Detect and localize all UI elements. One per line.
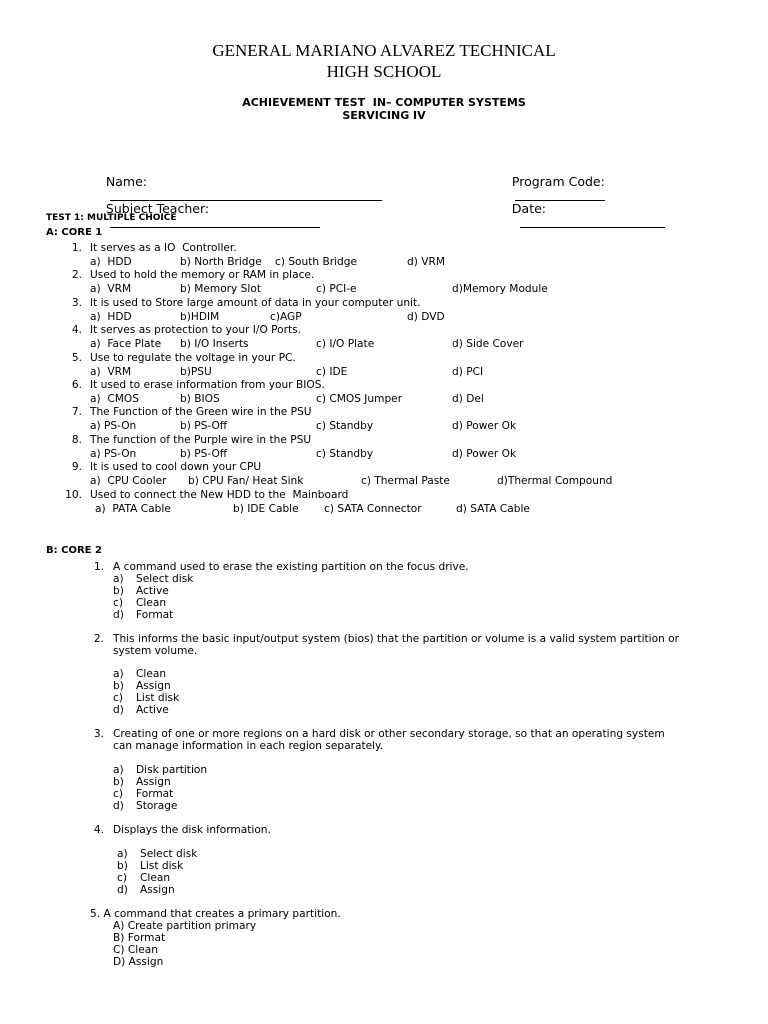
core2-q1-option-letter-a: a) [113,573,124,585]
core2-q3-option-letter-a: a) [113,764,124,776]
core1-q10-text: Used to connect the New HDD to the Mainboard [90,488,349,501]
core1-q4-text: It serves as protection to your I/O Ports. [90,324,302,337]
core2-q4-option-c: Clean [140,872,171,884]
core2-q5-option-d: D) Assign [113,956,164,968]
core2-q4-option-letter-d: d) [117,884,128,896]
core2-q2-text-line1: This informs the basic input/output system (bios) that the partition or volume is a valid system partition or [113,633,680,645]
core2-q2-option-c: List disk [136,692,180,704]
core1-q6-option-c: c) CMOS Jumper [316,393,403,405]
core2-q1-option-d: Format [136,609,174,621]
core1-q5-number: 5. [71,351,82,364]
core1-q1-option-c: c) South Bridge [275,256,358,268]
core2-heading: B: CORE 2 [46,545,102,556]
core1-q8-option-b: b) PS-Off [180,447,228,460]
core1-q7-option-b: b) PS-Off [180,420,228,433]
core1-q6-option-b: b) BIOS [180,393,220,405]
core2-q2-option-letter-d: d) [113,704,124,716]
test1-heading: TEST 1: MULTIPLE CHOICE [46,213,177,223]
core2-q1-number: 1. [93,561,104,573]
core1-q10-option-b: b) IDE Cable [233,502,299,515]
school-name-line2: HIGH SCHOOL [326,62,442,81]
core1-q5-option-a: a) VRM [90,365,132,378]
core1-q5-option-d: d) PCI [452,365,484,378]
core2-q3-text-line2: can manage information in each region separately. [113,740,384,752]
core1-q8-option-d: d) Power Ok [452,447,517,460]
core1-q6-option-d: d) Del [452,393,484,405]
core1-q6-option-a: a) CMOS [90,393,139,405]
core2-q2-number: 2. [93,633,104,645]
core1-q7-text: The Function of the Green wire in the PSU [90,406,312,419]
program-code-label: Program Code: [511,174,605,189]
core1-q7-option-d: d) Power Ok [452,420,517,433]
core2-q3-number: 3. [93,728,104,740]
core2-q1-option-letter-d: d) [113,609,124,621]
core1-q4-option-b: b) I/O Inserts [180,338,249,351]
core1-q8-number: 8. [71,433,82,446]
core1-q5-option-b: b)PSU [180,365,212,378]
date-label: Date: [511,201,546,216]
core1-q4-option-c: c) I/O Plate [316,338,375,351]
core2-q5-option-a: A) Create partition primary [113,920,257,932]
core1-q3-option-b: b)HDIM [180,310,220,323]
core2-q1-option-letter-c: c) [113,597,123,609]
core1-q3-number: 3. [71,296,82,309]
name-label: Name: [105,174,147,189]
core1-q2-option-d: d)Memory Module [452,283,548,296]
core2-q3-option-letter-b: b) [113,776,124,788]
core2-q1-option-a: Select disk [136,573,194,585]
core2-q4-option-letter-a: a) [117,848,128,860]
core2-q2-option-d: Active [136,704,169,716]
core1-q3-option-d: d) DVD [407,310,445,323]
core1-q8-text: The function of the Purple wire in the PSU [90,433,312,446]
core1-heading: A: CORE 1 [46,227,103,238]
core2-q4-option-d: Assign [140,884,175,896]
core1-q2-option-b: b) Memory Slot [180,283,261,296]
core2-q3-option-letter-c: c) [113,788,123,800]
core2-q4-option-a: Select disk [140,848,198,860]
core1-q2-number: 2. [71,269,82,282]
core2-q4-text: Displays the disk information. [113,824,271,836]
core2-q4-option-letter-c: c) [117,872,127,884]
core2-q5-option-c: C) Clean [113,944,158,956]
core1-q10-option-a: a) PATA Cable [95,502,171,515]
core1-q7-number: 7. [71,406,82,419]
core1-q4-number: 4. [71,324,82,337]
core2-q2-option-a: Clean [136,668,167,680]
core2-q3-option-a: Disk partition [136,764,208,776]
core2-q3-option-c: Format [136,788,174,800]
core1-q9-number: 9. [71,461,82,474]
core1-q10-option-c: c) SATA Connector [324,502,422,515]
core1-q9-option-b: b) CPU Fan/ Heat Sink [188,475,304,488]
core1-q2-option-c: c) PCI-e [316,283,357,296]
core2-q2-option-letter-a: a) [113,668,124,680]
core2-q5-option-b: B) Format [113,932,166,944]
core1-q9-option-d: d)Thermal Compound [497,475,613,488]
core1-q4-option-d: d) Side Cover [452,338,524,351]
core2-q2-option-letter-b: b) [113,680,124,692]
core2-q2-text-line2: system volume. [113,645,198,657]
date-blank-line[interactable] [520,216,665,228]
core2-q4-number: 4. [93,824,104,836]
core1-q10-number: 10. [65,488,82,501]
core1-q1-option-a: a) HDD [90,256,132,268]
core1-q2-text: Used to hold the memory or RAM in place. [90,269,315,282]
core1-q2-option-a: a) VRM [90,283,132,296]
core1-q8-option-c: c) Standby [316,447,374,460]
core2-q4-option-b: List disk [140,860,184,872]
core1-q9-option-c: c) Thermal Paste [361,475,450,488]
date-field [496,186,665,246]
core1-q3-option-c: c)AGP [270,310,302,323]
test-title-line1: ACHIEVEMENT TEST IN– COMPUTER SYSTEMS [242,96,526,109]
core2-q3-text-line1: Creating of one or more regions on a hard disk or other secondary storage, so that an operating system [113,728,665,740]
core1-q7-option-a: a) PS-On [90,420,137,433]
core1-q9-option-a: a) CPU Cooler [90,475,167,488]
core2-q1-text: A command used to erase the existing partition on the focus drive. [113,561,469,573]
core2-q2-option-letter-c: c) [113,692,123,704]
core2-q5-text: 5. A command that creates a primary partition. [90,908,341,920]
core1-q3-text: It is used to Store large amount of data in your computer unit. [90,296,421,309]
core2-q1-option-b: Active [136,585,169,597]
core2-q1-option-letter-b: b) [113,585,124,597]
core1-q3-option-a: a) HDD [90,310,132,323]
core2-q1-option-c: Clean [136,597,167,609]
core1-q5-text: Use to regulate the voltage in your PC. [90,351,296,364]
core1-q8-option-a: a) PS-On [90,447,137,460]
core1-q4-option-a: a) Face Plate [90,338,162,351]
core1-q1-option-b: b) North Bridge [180,256,262,268]
core1-q5-option-c: c) IDE [316,365,348,378]
subject-teacher-label: Subject Teacher: [105,201,210,216]
core2-q2-option-b: Assign [136,680,171,692]
core1-q1-text: It serves as a IO Controller. [90,242,237,254]
test-title-line2: SERVICING IV [342,109,426,122]
core1-q7-option-c: c) Standby [316,420,374,433]
core1-q6-number: 6. [71,379,82,391]
core1-q6-text: It used to erase information from your BIOS. [90,379,325,391]
core1-q9-text: It is used to cool down your CPU [90,461,262,474]
core1-q10-option-d: d) SATA Cable [456,502,530,515]
core2-q3-option-letter-d: d) [113,800,124,812]
core1-q1-option-d: d) VRM [407,256,445,268]
core2-q4-option-letter-b: b) [117,860,128,872]
core2-q3-option-d: Storage [136,800,178,812]
school-name-line1: GENERAL MARIANO ALVAREZ TECHNICAL [212,41,556,60]
core2-q3-option-b: Assign [136,776,171,788]
core1-q1-number: 1. [71,242,82,254]
